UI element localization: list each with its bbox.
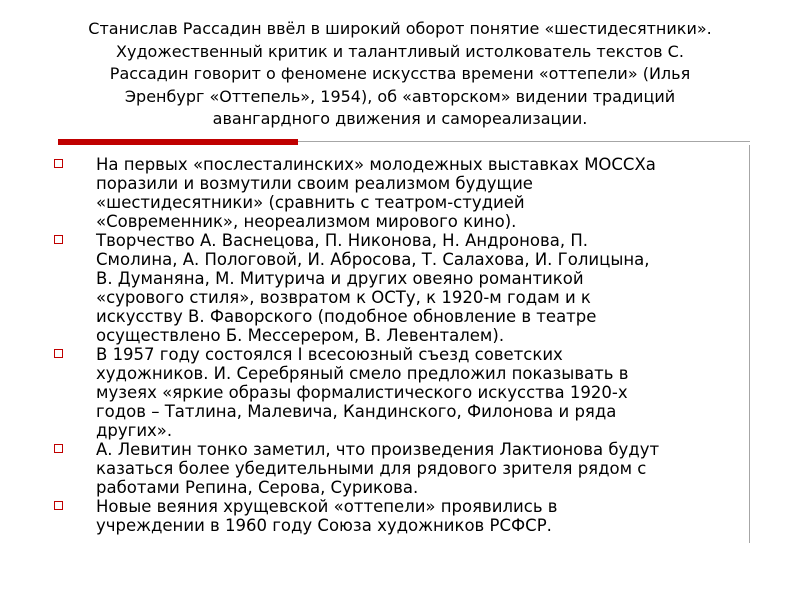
bullet-line: А. Левитин тонко заметил, что произведения Лактионова будут xyxy=(96,440,660,459)
bullet-line: осуществлено Б. Мессерером, В. Левенталем). xyxy=(96,326,505,345)
bullet-line: Новые веяния хрущевской «оттепели» проявились в xyxy=(96,497,558,516)
bullet-line: На первых «послесталинских» молодежных выставках МОССХа xyxy=(96,155,656,174)
bullet-line: искусству В. Фаворского (подобное обновление в театре xyxy=(96,307,597,326)
bullet-line: «шестидесятники» (сравнить с театром-студией xyxy=(96,193,525,212)
bullet-line: Творчество А. Васнецова, П. Никонова, Н. Андронова, П. xyxy=(96,231,588,250)
bullet-line: В 1957 году состоялся I всесоюзный съезд советских xyxy=(96,345,563,364)
bullet-line: Смолина, А. Пологовой, И. Абросова, Т. Салахова, И. Голицына, xyxy=(96,250,650,269)
bullet-line: В. Думаняна, М. Митурича и других овеяно романтикой xyxy=(96,269,584,288)
title-line: авангардного движения и самореализации. xyxy=(212,109,588,128)
bullet-line: годов – Татлина, Малевича, Кандинского, Филонова и ряда xyxy=(96,402,617,421)
bullet-item xyxy=(54,155,754,231)
bullet-item xyxy=(54,231,754,345)
bullet-line: «сурового стиля», возвратом к ОСТу, к 1920-м годам и к xyxy=(96,288,591,307)
bullet-line: поразили и возмутили своим реализмом будущие xyxy=(96,174,533,193)
square-bullet-icon xyxy=(54,235,63,244)
square-bullet-icon xyxy=(54,159,63,168)
divider-accent-bar xyxy=(58,139,298,145)
title-line: Рассадин говорит о феномене искусства времени «оттепели» (Илья xyxy=(109,64,691,83)
bullet-item xyxy=(54,497,754,535)
divider-line xyxy=(298,141,750,142)
bullet-item xyxy=(54,440,754,497)
bullet-line: других». xyxy=(96,421,173,440)
bullet-line: музеях «яркие образы формалистического искусства 1920-х xyxy=(96,383,628,402)
slide-title xyxy=(40,18,760,131)
title-line: Художественный критик и талантливый истолкователь текстов С. xyxy=(116,41,684,61)
bullet-list xyxy=(54,155,754,535)
bullet-item xyxy=(54,345,754,440)
bullet-line: «Современник», неореализмом мирового кино). xyxy=(96,212,517,231)
square-bullet-icon xyxy=(54,444,63,453)
bullet-line: художников. И. Серебряный смело предложил показывать в xyxy=(96,364,629,383)
square-bullet-icon xyxy=(54,501,63,510)
bullet-line: учреждении в 1960 году Союза художников РСФСР. xyxy=(96,516,552,535)
title-line: Эренбург «Оттепель», 1954), об «авторском» видении традиций xyxy=(124,86,676,106)
title-divider xyxy=(58,139,750,145)
title-line: Станислав Рассадин ввёл в широкий оборот понятие «шестидесятники». xyxy=(88,19,712,38)
square-bullet-icon xyxy=(54,349,63,358)
bullet-line: работами Репина, Серова, Сурикова. xyxy=(96,478,419,497)
bullet-line: казаться более убедительными для рядового зрителя рядом с xyxy=(96,459,647,478)
